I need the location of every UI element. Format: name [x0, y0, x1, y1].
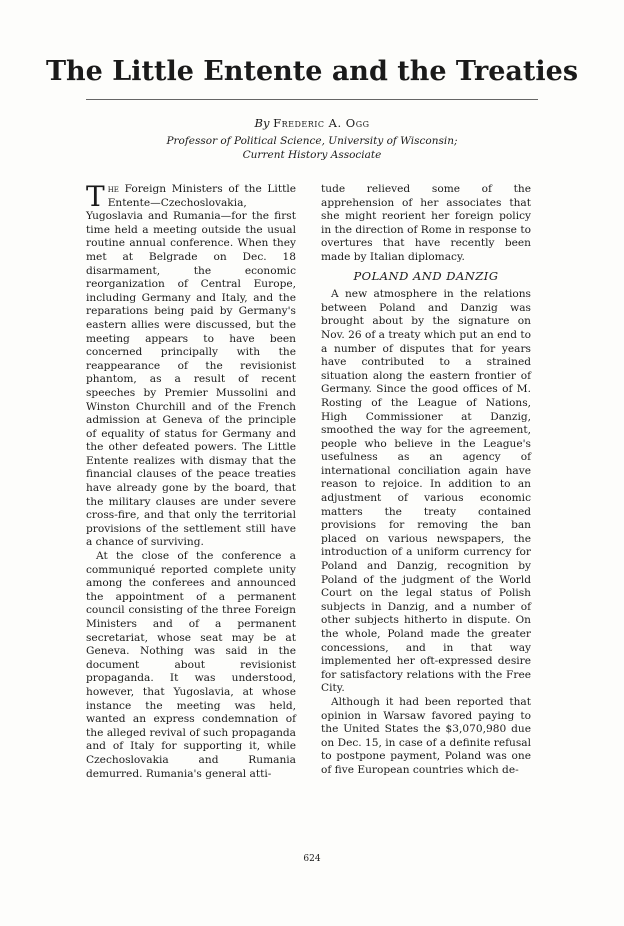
page-number: 624	[303, 854, 321, 864]
byline	[0, 116, 624, 130]
right-column	[321, 183, 531, 778]
paragraph-text: Foreign Ministers of the Little Entente—Czechoslovakia, Yugoslavia and Rumania—for the first time held a meeting outside the usual routine annual conference. When they met at Belgrade on Dec. 18 disarmament, the economic reorganization of Central Europe, including Germany and Italy, and the reparations being paid by Germany's eastern allies were discussed, but the meeting appears to have been concerned principally with the reappearance of the revisionist phantom, as a result of recent speeches by Premier Mussolini and Winston Churchill and of the French admission at Geneva of the principle of equality of status for Germany and the other defeated powers. The Little Entente realizes with dismay that the financial clauses of the peace treaties have already gone by the board, that the military clauses are under severe cross-fire, and that only the territorial provisions of the settlement still have a chance of surviving.	[86, 183, 296, 549]
paragraph: Although it had been reported that opinion in Warsaw favored paying to the United States the $3,070,980 due on Dec. 15, in case of a definite refusal to postpone payment, Poland was one of five European countries which de-	[321, 695, 531, 776]
lead-small-caps: he	[107, 183, 119, 195]
paragraph: At the close of the conference a communiqué reported complete unity among the conferees and announced the appointment of a permanent council consisting of the three Foreign Ministers and of a permanent secretariat, whose seat may be at Geneva. Nothing was said in the document about revisionist propaganda. It was understood, however, that Yugoslavia, at whose instance the meeting was held, wanted an express condemnation of the alleged revival of such propaganda and of Italy for supporting it, while Czechoslovakia and Rumania demurred. Rumania's general atti-	[86, 550, 296, 780]
left-column	[86, 180, 296, 781]
author-name: Frederic A. Ogg	[273, 116, 370, 130]
paragraph: tude relieved some of the apprehension of her associates that she might reorient her foreign policy in the direction of Rome in response to overtures that have recently been made by Italian diplomacy.	[321, 183, 531, 263]
affiliation-line-2: Current History Associate	[242, 149, 382, 161]
paragraph: A new atmosphere in the relations between Poland and Danzig was brought about by the signature on Nov. 26 of a treaty which put an end to a number of disputes that for years have contributed to a strained situation along the eastern frontier of Germany. Since the good offices of M. Rosting of the League of Nations, High Commissioner at Danzig, smoothed the way for the agreement, people who believe in the League's usefulness as an agency of international conciliation again have reason to rejoice. In addition to an adjustment of various economic matters the treaty contained provisions for removing the ban placed on various newspapers, the introduction of a uniform currency for Poland and Danzig, recognition by Poland of the judgment of the World Court on the legal status of Polish subjects in Danzig, and a number of other subjects hitherto in dispute. On the whole, Poland made the greater concessions, and in that way implemented her oft-expressed desire for satisfactory relations with the Free City.	[321, 288, 531, 695]
byline-prefix: By	[254, 116, 270, 130]
affiliation-line-1: Professor of Political Science, University of Wisconsin;	[166, 135, 458, 147]
drop-cap: T	[86, 180, 105, 213]
author-affiliation	[0, 134, 624, 162]
section-heading: POLAND AND DANZIG	[353, 268, 499, 283]
article-title: The Little Entente and the Treaties	[45, 56, 579, 87]
title-rule	[86, 99, 538, 100]
paragraph	[86, 180, 296, 550]
